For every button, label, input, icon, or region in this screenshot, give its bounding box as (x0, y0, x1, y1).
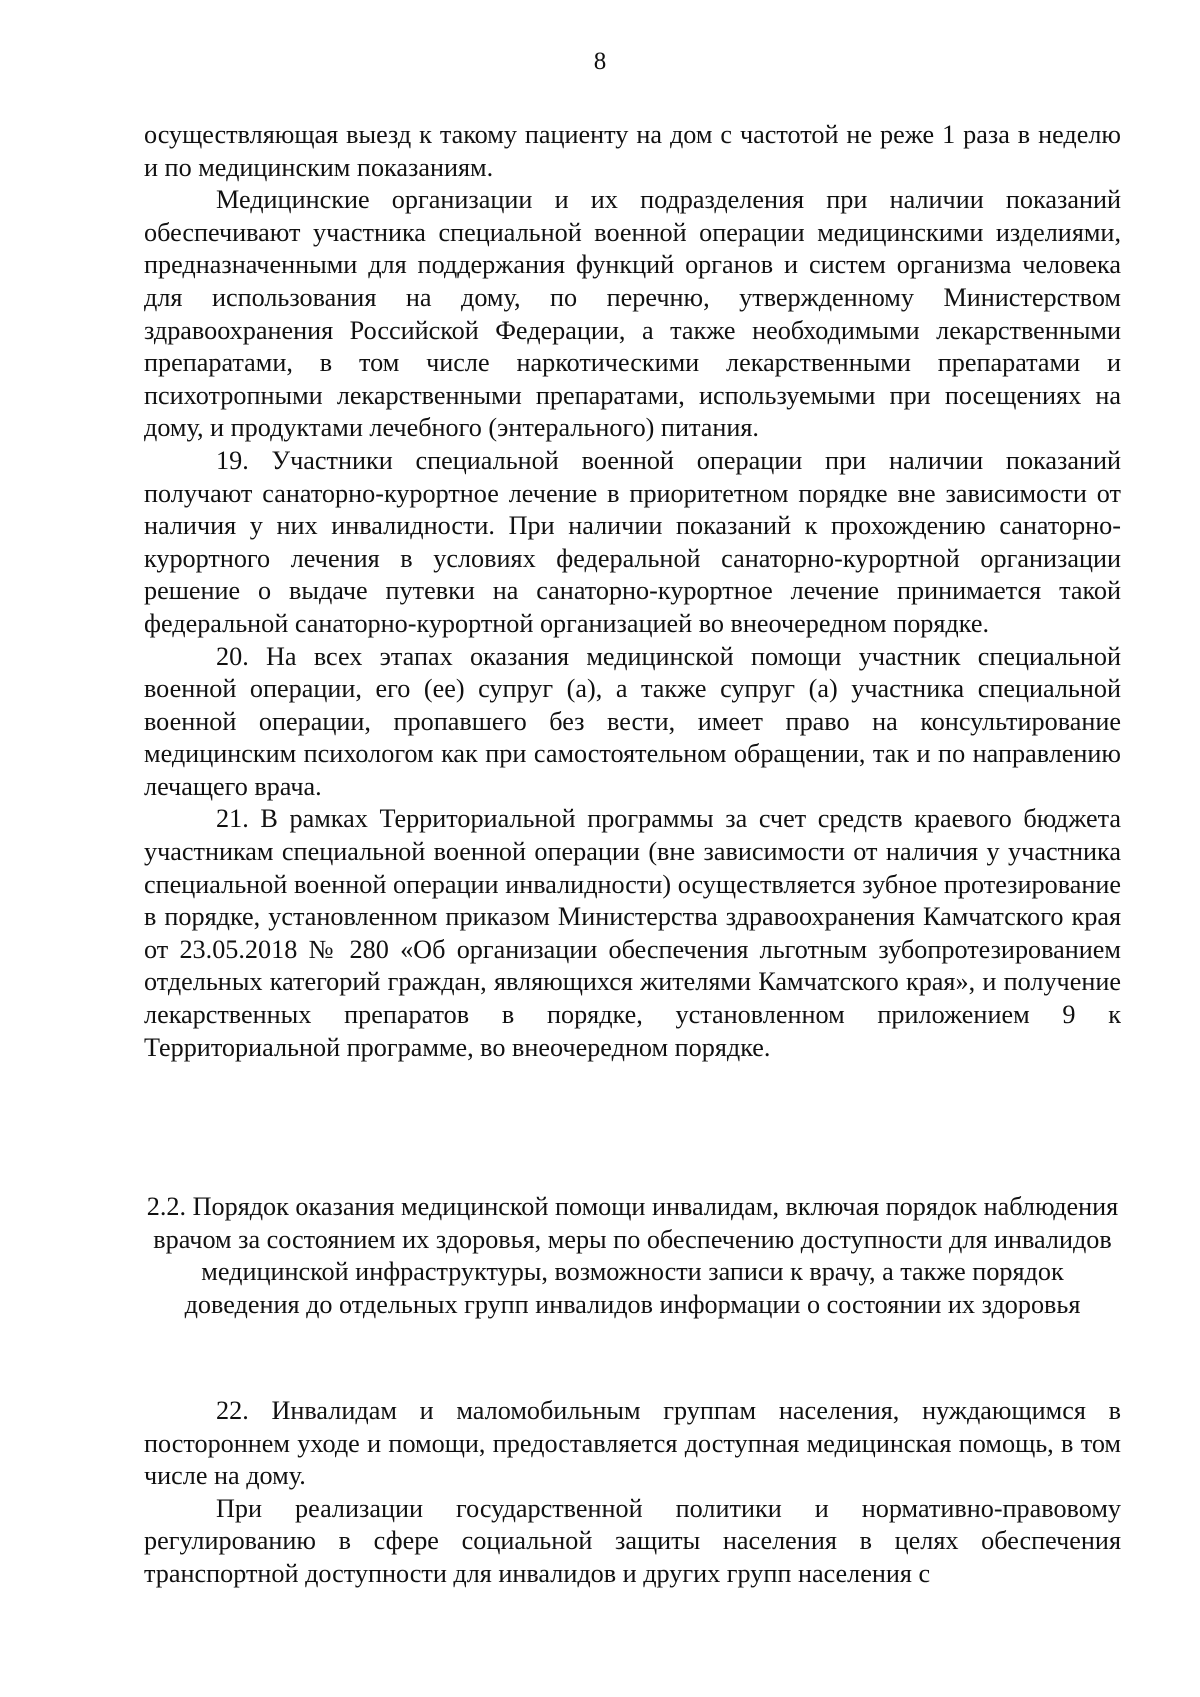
paragraph-state-policy: При реализации государственной политики и нормативно-правовому регулированию в сфере социальной защиты населения в целях обеспечения транспортной доступности для инвалидов и других групп населения с (144, 1493, 1121, 1588)
paragraph-22: 22. Инвалидам и маломобильным группам населения, нуждающимся в постороннем уходе и помощи, предоставляется доступная медицинская помощь, в том числе на дому. (144, 1396, 1121, 1491)
paragraph-20: 20. На всех этапах оказания медицинской помощи участник специальной военной операции, его (ее) супруг (а), а также супруг (а) участника специальной военной операции, пропавшего без вести, имеет право на консультирование медицинским психологом как при самостоятельном обращении, так и по направлению лечащего врача. (144, 641, 1121, 801)
paragraph-medical-devices: Медицинские организации и их подразделения при наличии показаний обеспечивают участника специальной военной операции медицинскими изделиями, предназначенными для поддержания функций органов и систем организма человека для использования на дому, по перечню, утвержденному Министерством здравоохранения Российской Федерации, а также необходимыми лекарственными препаратами, в том числе наркотическими лекарственными препаратами и психотропными лекарственными препаратами, используемыми при посещениях на дому, и продуктами лечебного (энтерального) питания. (144, 185, 1121, 443)
document-body-top (144, 119, 1121, 1064)
paragraph-21: 21. В рамках Территориальной программы за счет средств краевого бюджета участникам специальной военной операции (вне зависимости от наличия у участника специальной военной операции инвалидности) осуществляется зубное протезирование в порядке, установленном приказом Министерства здравоохранения Камчатского края от 23.05.2018 № 280 «Об организации обеспечения льготным зубопротезированием отдельных категорий граждан, являющихся жителями Камчатского края», и получение лекарственных препаратов в порядке, установленном приложением 9 к Территориальной программе, во внеочередном порядке. (144, 804, 1121, 1062)
section-heading-2-2: 2.2. Порядок оказания медицинской помощи инвалидам, включая порядок наблюдения врачом за состоянием их здоровья, меры по обеспечению доступности для инвалидов медицинской инфраструктуры, возможности записи к врачу, а также порядок доведения до отдельных групп инвалидов информации о состоянии их здоровья (146, 1192, 1119, 1319)
paragraph-continuation: осуществляющая выезд к такому пациенту на дом с частотой не реже 1 раза в неделю и по медицинским показаниям. (144, 120, 1121, 182)
paragraph-19: 19. Участники специальной военной операции при наличии показаний получают санаторно-курортное лечение в приоритетном порядке вне зависимости от наличия у них инвалидности. При наличии показаний к прохождению санаторно-курортного лечения в условиях федеральной санаторно-курортной организации решение о выдаче путевки на санаторно-курортное лечение принимается такой федеральной санаторно-курортной организацией во внеочередном порядке. (144, 445, 1121, 638)
document-body-bottom (144, 1395, 1121, 1591)
page-number: 8 (593, 48, 607, 75)
